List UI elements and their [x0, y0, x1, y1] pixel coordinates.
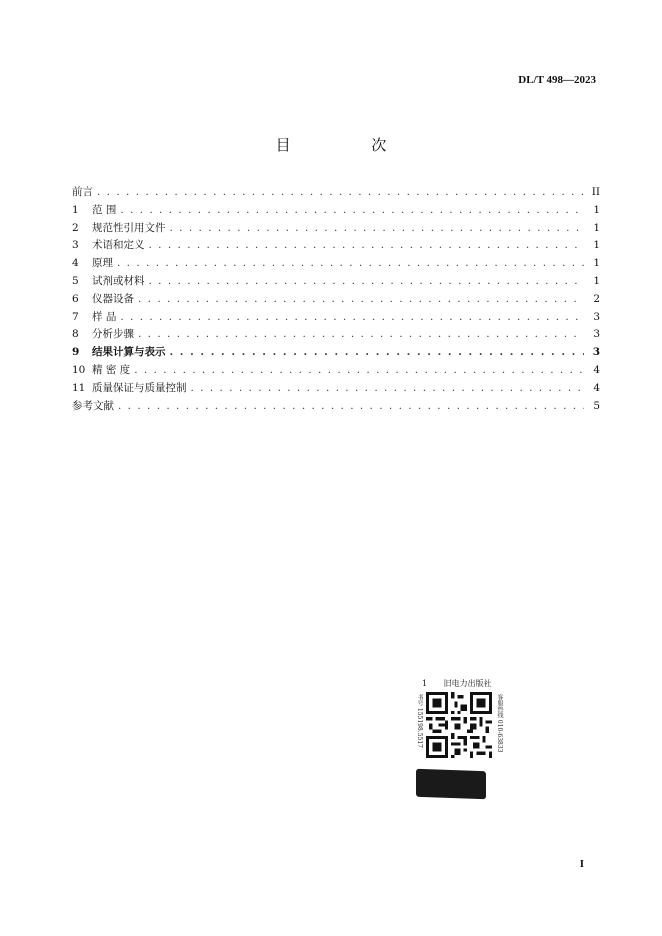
toc-entry-number: 4: [72, 257, 79, 270]
toc-entry-number: 5: [72, 274, 79, 287]
toc-entry-label: 仪器设备: [92, 292, 134, 305]
toc-entry-page: 1: [593, 203, 600, 216]
toc-entry-label: 结果计算与表示: [92, 346, 166, 359]
toc-leader-dots: [120, 202, 584, 220]
toc-entry-label: 试剂或材料: [92, 274, 145, 287]
toc-entry-label: 规范性引用文件: [92, 221, 166, 234]
toc-entry[interactable]: [72, 398, 600, 416]
toc-entry[interactable]: [72, 220, 600, 238]
toc-entry-page: 1: [593, 221, 600, 234]
page-number: I: [579, 858, 584, 870]
toc-entry-label: 质量保证与质量控制: [92, 381, 187, 394]
toc-entry-number: 10: [72, 363, 86, 376]
toc-entry[interactable]: [72, 291, 600, 309]
toc-entry[interactable]: [72, 273, 600, 291]
stamp-number: 1: [422, 679, 428, 688]
stamp-publisher: 旧电力出版社: [443, 679, 492, 688]
toc-entry-page: 1: [593, 257, 600, 270]
toc-entry-label: 参考文献: [72, 399, 114, 412]
table-of-contents: [72, 184, 600, 415]
toc-leader-dots: [191, 380, 585, 398]
stamp-side-right: 客服热线 010-63833: [496, 694, 503, 753]
toc-entry-page: 1: [593, 274, 600, 287]
toc-entry-number: 3: [72, 239, 79, 252]
toc-title: 目 次: [275, 136, 425, 154]
toc-entry-page: 1: [593, 239, 600, 252]
toc-entry-label: 分析步骤: [92, 328, 134, 341]
toc-entry[interactable]: [72, 184, 600, 202]
toc-leader-dots: [149, 237, 585, 255]
toc-entry[interactable]: [72, 344, 600, 362]
stamp-caption: [422, 678, 492, 689]
toc-entry-label: 前言: [72, 186, 93, 198]
toc-leader-dots: [117, 255, 584, 273]
toc-entry[interactable]: [72, 380, 600, 398]
toc-entry-number: 8: [72, 328, 79, 341]
toc-entry[interactable]: [72, 202, 600, 220]
toc-entry-number: 9: [72, 346, 80, 359]
toc-entry-label: 精 密 度: [92, 363, 131, 376]
toc-entry-page: 4: [593, 381, 600, 394]
qr-code-icon[interactable]: [426, 692, 492, 758]
toc-leader-dots: [170, 344, 585, 362]
toc-leader-dots: [120, 309, 584, 327]
toc-leader-dots: [97, 184, 584, 202]
toc-entry-label: 范 围: [92, 203, 117, 216]
toc-entry-page: 4: [593, 363, 600, 376]
toc-entry-page: 5: [593, 399, 600, 412]
toc-entry[interactable]: [72, 362, 600, 380]
toc-entry[interactable]: [72, 309, 600, 327]
toc-entry-page: 3: [593, 328, 600, 341]
toc-entry[interactable]: [72, 326, 600, 344]
toc-leader-dots: [118, 398, 584, 416]
toc-entry-page: 2: [593, 292, 600, 305]
toc-entry-number: 6: [72, 292, 79, 305]
toc-leader-dots: [134, 362, 584, 380]
publisher-stamp: [414, 678, 504, 800]
toc-entry-number: 11: [72, 381, 86, 394]
toc-entry-number: 7: [72, 310, 79, 323]
toc-leader-dots: [138, 291, 584, 309]
toc-entry[interactable]: [72, 255, 600, 273]
standard-code: DL/T 498—2023: [518, 74, 596, 86]
toc-entry-number: 2: [72, 221, 79, 234]
stamp-side-left: 书号 155198.5517: [416, 694, 423, 748]
toc-entry-page: II: [591, 186, 600, 198]
toc-entry-label: 样 品: [92, 310, 117, 323]
toc-leader-dots: [170, 220, 585, 238]
toc-entry-page: 3: [593, 310, 600, 323]
toc-entry-label: 术语和定义: [92, 239, 145, 252]
toc-entry[interactable]: [72, 237, 600, 255]
toc-entry-number: 1: [72, 203, 79, 216]
toc-entry-page: 3: [592, 346, 600, 359]
toc-leader-dots: [149, 273, 585, 291]
toc-leader-dots: [138, 326, 584, 344]
redaction-block: [416, 769, 486, 799]
toc-entry-label: 原理: [92, 257, 113, 270]
